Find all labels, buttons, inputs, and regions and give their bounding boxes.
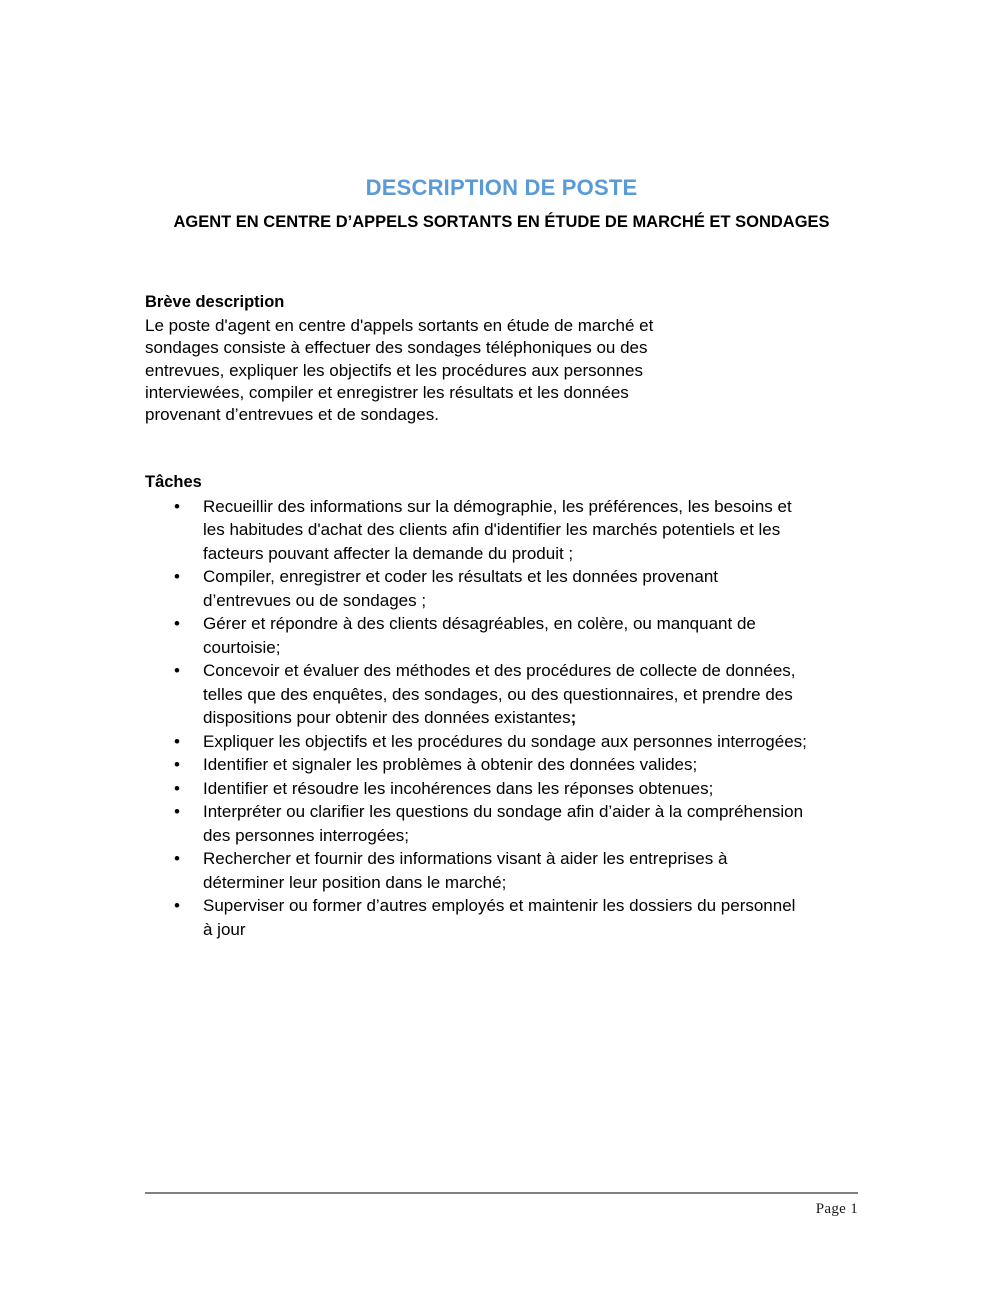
page-footer — [145, 1192, 858, 1218]
section-heading-tasks: Tâches — [145, 472, 202, 491]
task-list-item — [145, 612, 808, 659]
task-list-item — [145, 800, 808, 847]
task-list-item — [145, 730, 808, 754]
task-item-text: Concevoir et évaluer des méthodes et des procédures de collecte de données, telles que des enquêtes, des sondages, ou des questionnaires, et prendre des dispositions pour obtenir des données existantes — [203, 661, 796, 728]
task-item-text: Recueillir des informations sur la démographie, les préférences, les besoins et les habitudes d'achat des clients afin d'identifier les marchés potentiels et les facteurs pouvant affecter la demande du produit ; — [203, 496, 792, 563]
bullet-icon: • — [174, 661, 180, 681]
task-item-text: Gérer et répondre à des clients désagréables, en colère, ou manquant de courtoisie; — [203, 614, 756, 657]
task-item-text: Compiler, enregistrer et coder les résultats et les données provenant d’entrevues ou de sondages ; — [203, 567, 718, 610]
bullet-icon: • — [174, 567, 180, 587]
page-title: DESCRIPTION DE POSTE — [365, 175, 638, 200]
task-item-text: Identifier et signaler les problèmes à obtenir des données valides; — [203, 755, 698, 775]
page-subtitle: AGENT EN CENTRE D’APPELS SORTANTS EN ÉTUDE DE MARCHÉ ET SONDAGES — [173, 212, 830, 231]
task-list-item — [145, 565, 808, 612]
bullet-icon: • — [174, 802, 180, 822]
section-heading-brief-description: Brève description — [145, 292, 285, 311]
bullet-icon: • — [174, 896, 180, 916]
bullet-icon: • — [174, 614, 180, 634]
brief-description-paragraph: Le poste d'agent en centre d'appels sortants en étude de marché et sondages consiste à effectuer des sondages téléphoniques ou des entrevues, expliquer les objectifs et les procédures aux personnes interviewées, compiler et enregistrer les résultats et les données provenant d’entrevues et de sondages. — [145, 316, 654, 425]
task-list-item — [145, 495, 808, 566]
task-item-text: Superviser ou former d’autres employés et maintenir les dossiers du personnel à jour — [203, 896, 796, 939]
bullet-icon: • — [174, 731, 180, 751]
bullet-icon: • — [174, 849, 180, 869]
task-item-text: Expliquer les objectifs et les procédures du sondage aux personnes interrogées; — [203, 731, 807, 751]
task-list — [145, 493, 858, 942]
task-item-text: Rechercher et fournir des informations visant à aider les entreprises à déterminer leur position dans le marché; — [203, 849, 728, 892]
bullet-icon: • — [174, 778, 180, 798]
document-content — [145, 0, 858, 941]
task-list-item — [145, 659, 808, 730]
bullet-icon: • — [174, 755, 180, 775]
task-item-text: Interpréter ou clarifier les questions du sondage afin d’aider à la compréhension des personnes interrogées; — [203, 802, 804, 845]
page-number: Page 1 — [815, 1201, 858, 1217]
task-list-item — [145, 894, 808, 941]
bullet-icon: • — [174, 496, 180, 516]
task-list-item — [145, 753, 808, 777]
task-list-item — [145, 847, 808, 894]
task-list-item — [145, 777, 808, 801]
task-item-text-emphasis: ; — [570, 708, 577, 728]
task-item-text: Identifier et résoudre les incohérences dans les réponses obtenues; — [203, 778, 714, 798]
